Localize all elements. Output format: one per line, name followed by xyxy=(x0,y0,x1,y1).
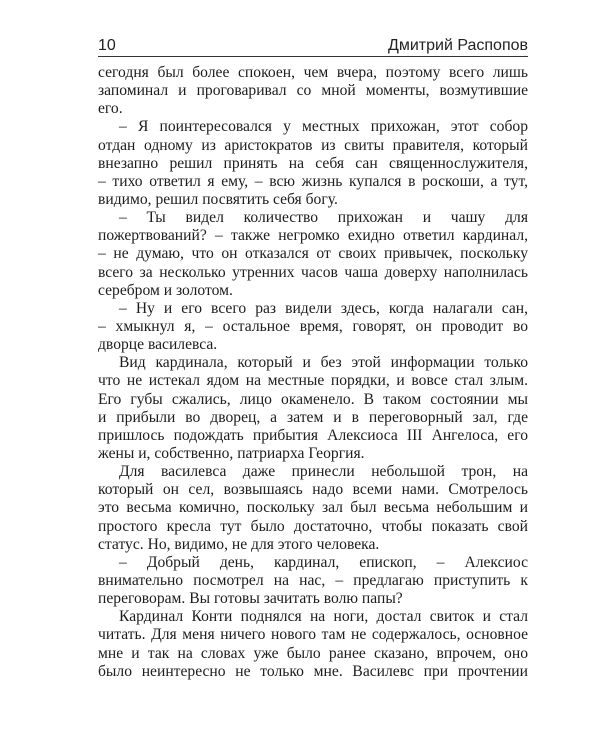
text-line: переговорам. Вы готовы зачитать волю папы? xyxy=(98,590,403,608)
text-line: – не думаю, что он отказался от своих привычек, поскольку xyxy=(98,245,528,263)
text-line: – хмыкнул я, – остальное время, говорят, он проводит во xyxy=(98,317,528,335)
text-line: отдан одному из аристократов из свиты правителя, который xyxy=(98,136,528,154)
text-line: было неинтересно не только мне. Василевс при прочтении xyxy=(98,662,528,680)
text-line: статус. Но, видимо, не для этого человека. xyxy=(98,535,380,553)
text-line: Его губы сжались, лицо окаменело. В таком состоянии мы xyxy=(98,390,528,408)
text-line: Для василевса даже принесли небольшой трон, на xyxy=(119,463,528,481)
text-line: внезапно решил принять на себя сан священнослужителя, xyxy=(98,154,528,172)
paragraph xyxy=(98,608,528,681)
paragraph xyxy=(98,463,528,554)
text-line: который он сел, возвышаясь надо всеми нами. Смотрелось xyxy=(98,481,528,499)
paragraph xyxy=(98,64,528,118)
author-name: Дмитрий Распопов xyxy=(388,37,528,54)
text-line: пришлось подождать прибытия Алексиоса III Ангелоса, его xyxy=(98,426,528,444)
text-line: – Я поинтересовался у местных прихожан, этот собор xyxy=(119,118,528,136)
text-line: сегодня был более спокоен, чем вчера, поэтому всего лишь xyxy=(98,64,528,81)
running-header xyxy=(98,35,528,57)
text-line: мне и так на словах уже было ранее сказано, впрочем, оно xyxy=(98,644,528,662)
text-line: – Ты видел количество прихожан и чашу для xyxy=(119,209,528,227)
text-line: дворце василевса. xyxy=(98,336,218,354)
paragraph xyxy=(98,554,528,608)
text-line: – Ну и его всего раз видели здесь, когда налагали сан, xyxy=(119,299,528,317)
text-line: это весьма комично, поскольку зал был весьма небольшим и xyxy=(98,499,528,517)
text-line: запоминал и проговаривал со мной моменты, возмутившие xyxy=(98,82,528,100)
text-line: Вид кардинала, который и без этой информации только xyxy=(119,354,528,372)
text-line: что не истекал ядом на местные порядки, и вовсе стал злым. xyxy=(98,372,528,390)
page-number: 10 xyxy=(98,37,116,54)
text-line: видимо, решил посвятить себя богу. xyxy=(98,190,338,208)
paragraph xyxy=(98,118,528,209)
text-line: всего за несколько утренних часов чаша доверху наполнилась xyxy=(98,263,528,281)
text-line: жены и, собственно, патриарха Георгия. xyxy=(98,444,365,462)
text-line: – тихо ответил я ему, – всю жизнь купался в роскоши, а тут, xyxy=(98,172,528,190)
text-line: Кардинал Конти поднялся на ноги, достал свиток и стал xyxy=(119,608,528,626)
text-line: его. xyxy=(98,100,123,118)
text-line: пожертвований? – также негромко ехидно ответил кардинал, xyxy=(98,227,528,245)
text-line: простого кресла тут было достаточно, чтобы показать свой xyxy=(98,517,528,535)
text-line: серебром и золотом. xyxy=(98,281,233,299)
paragraph xyxy=(98,354,528,463)
text-line: и прибыли во дворец, а затем и в переговорный зал, где xyxy=(98,408,528,426)
text-line: – Добрый день, кардинал, епископ, – Алексиос xyxy=(119,553,528,571)
text-line: читать. Для меня ничего нового там не содержалось, основное xyxy=(98,626,528,644)
paragraph xyxy=(98,209,528,300)
body-text xyxy=(98,64,528,681)
text-line: внимательно посмотрел на нас, – предлагаю приступить к xyxy=(98,571,528,589)
paragraph xyxy=(98,300,528,354)
